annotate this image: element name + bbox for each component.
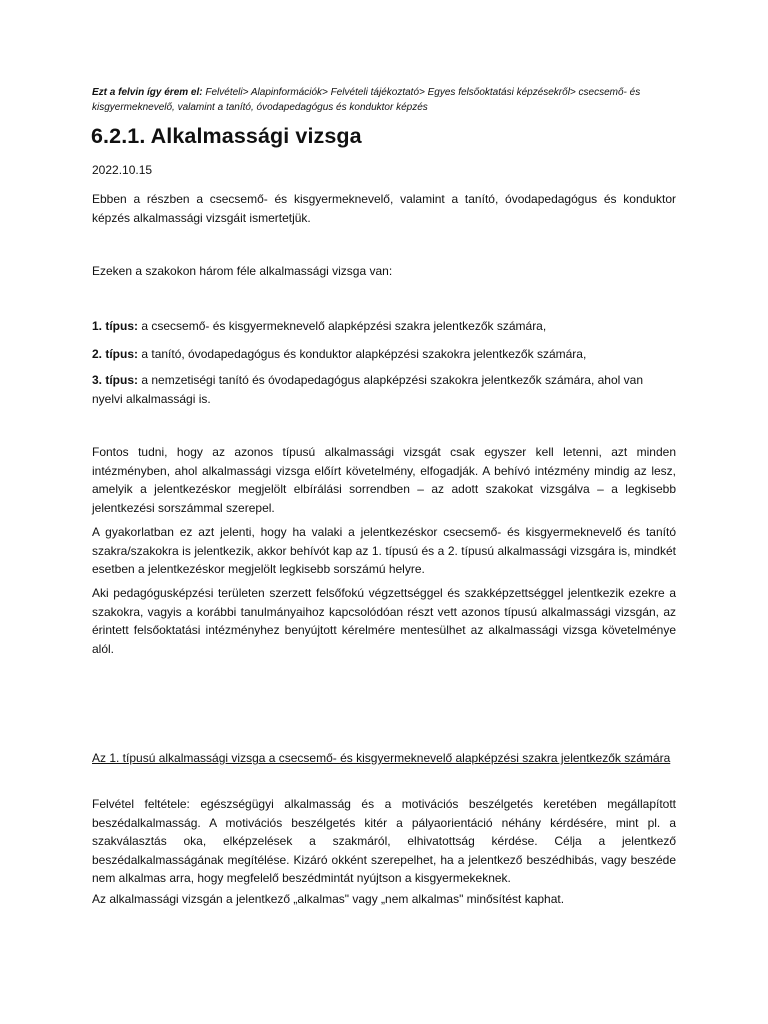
breadcrumb-path: Felvételi> Alapinformációk> Felvételi tájékoztató> Egyes felsőoktatási képzésekről> csecsemő- és kisgyermeknevelő, valamint a tanító, óvodapedagógus és konduktor képzés [92, 87, 641, 113]
type-label: 1. típus: [92, 319, 139, 333]
body-paragraph: Fontos tudni, hogy az azonos típusú alkalmassági vizsgát csak egyszer kell letenni, azt minden intézményben, ahol alkalmassági vizsga előírt követelmény, elfogadják. A behívó intézmény mindig az lesz, amelyik a jelentkezéskor megjelölt elbírálási sorrendben – az adott szakokat vizsgálva – a legkisebb jelentkezési sorszámmal szerepel. [92, 445, 676, 515]
type-label: 2. típus: [92, 347, 139, 361]
body-paragraph: A gyakorlatban ez azt jelenti, hogy ha valaki a jelentkezéskor csecsemő- és kisgyermeknevelő és tanító szakra/szakokra is jelentkezik, akkor behívót kap az 1. típusú és a 2. típusú alkalmassági vizsgára is, mindkét esetben a jelentkezéskor megjelölt legkisebb sorszámú helyre. [92, 525, 676, 577]
type-item-3 [92, 371, 676, 408]
section-result: Az alkalmassági vizsgán a jelentkező „alkalmas" vagy „nem alkalmas" minősítést kaphat. [92, 892, 565, 906]
type-text: a nemzetiségi tanító és óvodapedagógus alapképzési szakokra jelentkezők számára, ahol van nyelvi alkalmassági is. [92, 373, 643, 406]
intro-paragraph: Ebben a részben a csecsemő- és kisgyermeknevelő, valamint a tanító, óvodapedagógus és konduktor képzés alkalmassági vizsgáit ismertetjük. [92, 192, 676, 225]
breadcrumb-lead: Ezt a felvin így érem el: [92, 87, 203, 98]
page-title: 6.2.1. Alkalmassági vizsga [91, 124, 362, 148]
section-body: Felvétel feltétele: egészségügyi alkalmasság és a motivációs beszélgetés keretében megállapított beszédalkalmasság. A motivációs beszélgetés kitér a pályaorientáció néhány kérdésére, mint pl. a szakválasztás oka, elképzelések a szakmáról, elhivatottság kérdése. Célja a jelentkező beszédalkalmasságának megítélése. Kizáró okként szerepelhet, ha a jelentkező beszédhibás, vagy beszéde nem alkalmas arra, hogy megfelelő beszédmintát nyújtson a kisgyermekeknek. [92, 797, 676, 886]
section-heading: Az 1. típusú alkalmassági vizsga a csecsemő- és kisgyermeknevelő alapképzési szakra jelentkezők számára [92, 751, 671, 765]
types-intro: Ezeken a szakokon három féle alkalmassági vizsga van: [92, 264, 393, 278]
publish-date: 2022.10.15 [92, 163, 153, 177]
type-label: 3. típus: [92, 373, 139, 387]
type-text: a tanító, óvodapedagógus és konduktor alapképzési szakokra jelentkezők számára, [138, 347, 587, 361]
type-item-1 [92, 317, 676, 336]
breadcrumb [92, 85, 676, 115]
body-paragraph: Aki pedagógusképzési területen szerzett felsőfokú végzettséggel és szakképzettséggel jelentkezik ezekre a szakokra, vagyis a korábbi tanulmányaihoz kapcsolódóan részt vett azonos típusú alkalmassági vizsgán, az érintett felsőoktatási intézményhez benyújtott kérelmére mentesülhet az alkalmassági vizsga követelménye alól. [92, 586, 676, 656]
type-text: a csecsemő- és kisgyermeknevelő alapképzési szakra jelentkezők számára, [138, 319, 547, 333]
type-item-2 [92, 345, 676, 364]
